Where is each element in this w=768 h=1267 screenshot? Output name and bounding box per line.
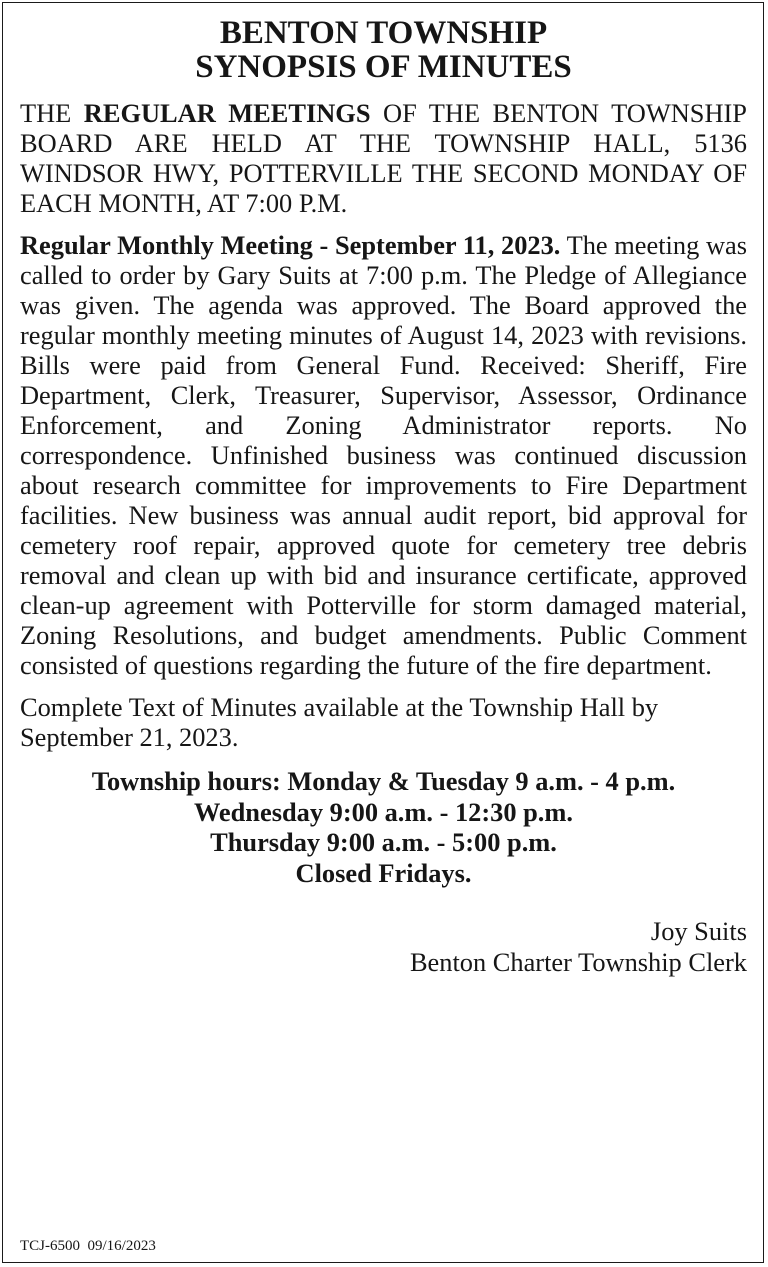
notice-id: TCJ-6500 09/16/2023 [20,1238,156,1254]
hours-line-3: Thursday 9:00 a.m. - 5:00 p.m. [210,827,557,857]
meeting-schedule-paragraph [20,98,747,218]
minutes-paragraph [20,230,747,680]
minutes-body: The meeting was called to order by Gary Suits at 7:00 p.m. The Pledge of Allegiance was given. The agenda was approved. The Board approved the regular monthly meeting minutes of August 14, 2023 with revisions. Bills were paid from General Fund. Received: Sheriff, Fire Department, Clerk, Treasurer, Supervisor, Assessor, Ordinance Enforcement, and Zoning Administrator reports. No correspondence. Unfinished business was continued discussion about research committee for improvements to Fire Department facilities. New business was annual audit report, bid approval for cemetery roof repair, approved quote for cemetery tree debris removal and clean up with bid and insurance certificate, approved clean-up agreement with Potterville for storm damaged material, Zoning Resolutions, and budget amendments. Public Comment consisted of questions regarding the future of the fire department. [20,230,747,680]
availability-paragraph: Complete Text of Minutes available at the Township Hall by September 21, 2023. [20,692,659,752]
legal-notice [20,16,747,978]
hours-line-1: Township hours: Monday & Tuesday 9 a.m. - 4 p.m. [91,766,676,796]
signer-title: Benton Charter Township Clerk [409,947,747,977]
notice-title [20,16,747,84]
intro-emphasis: REGULAR MEETINGS [83,98,371,128]
hours-line-4: Closed Fridays. [295,857,472,888]
title-line-2: SYNOPSIS OF MINUTES [195,49,572,85]
title-line-1: BENTON TOWNSHIP [219,15,548,51]
intro-suffix: OF THE BENTON TOWNSHIP BOARD ARE HELD AT THE TOWNSHIP HALL, 5136 WINDSOR HWY, POTTERVILLE THE SECOND MONDAY OF EACH MONTH, AT 7:00 P.M. [20,98,747,218]
signer-name: Joy Suits [650,916,747,946]
hours-line-2: Wednesday 9:00 a.m. - 12:30 p.m. [193,796,573,827]
meeting-heading: Regular Monthly Meeting - September 11, 2023. [20,230,561,260]
signature-block [20,916,747,978]
intro-prefix: THE [20,98,84,128]
township-hours [20,766,747,888]
